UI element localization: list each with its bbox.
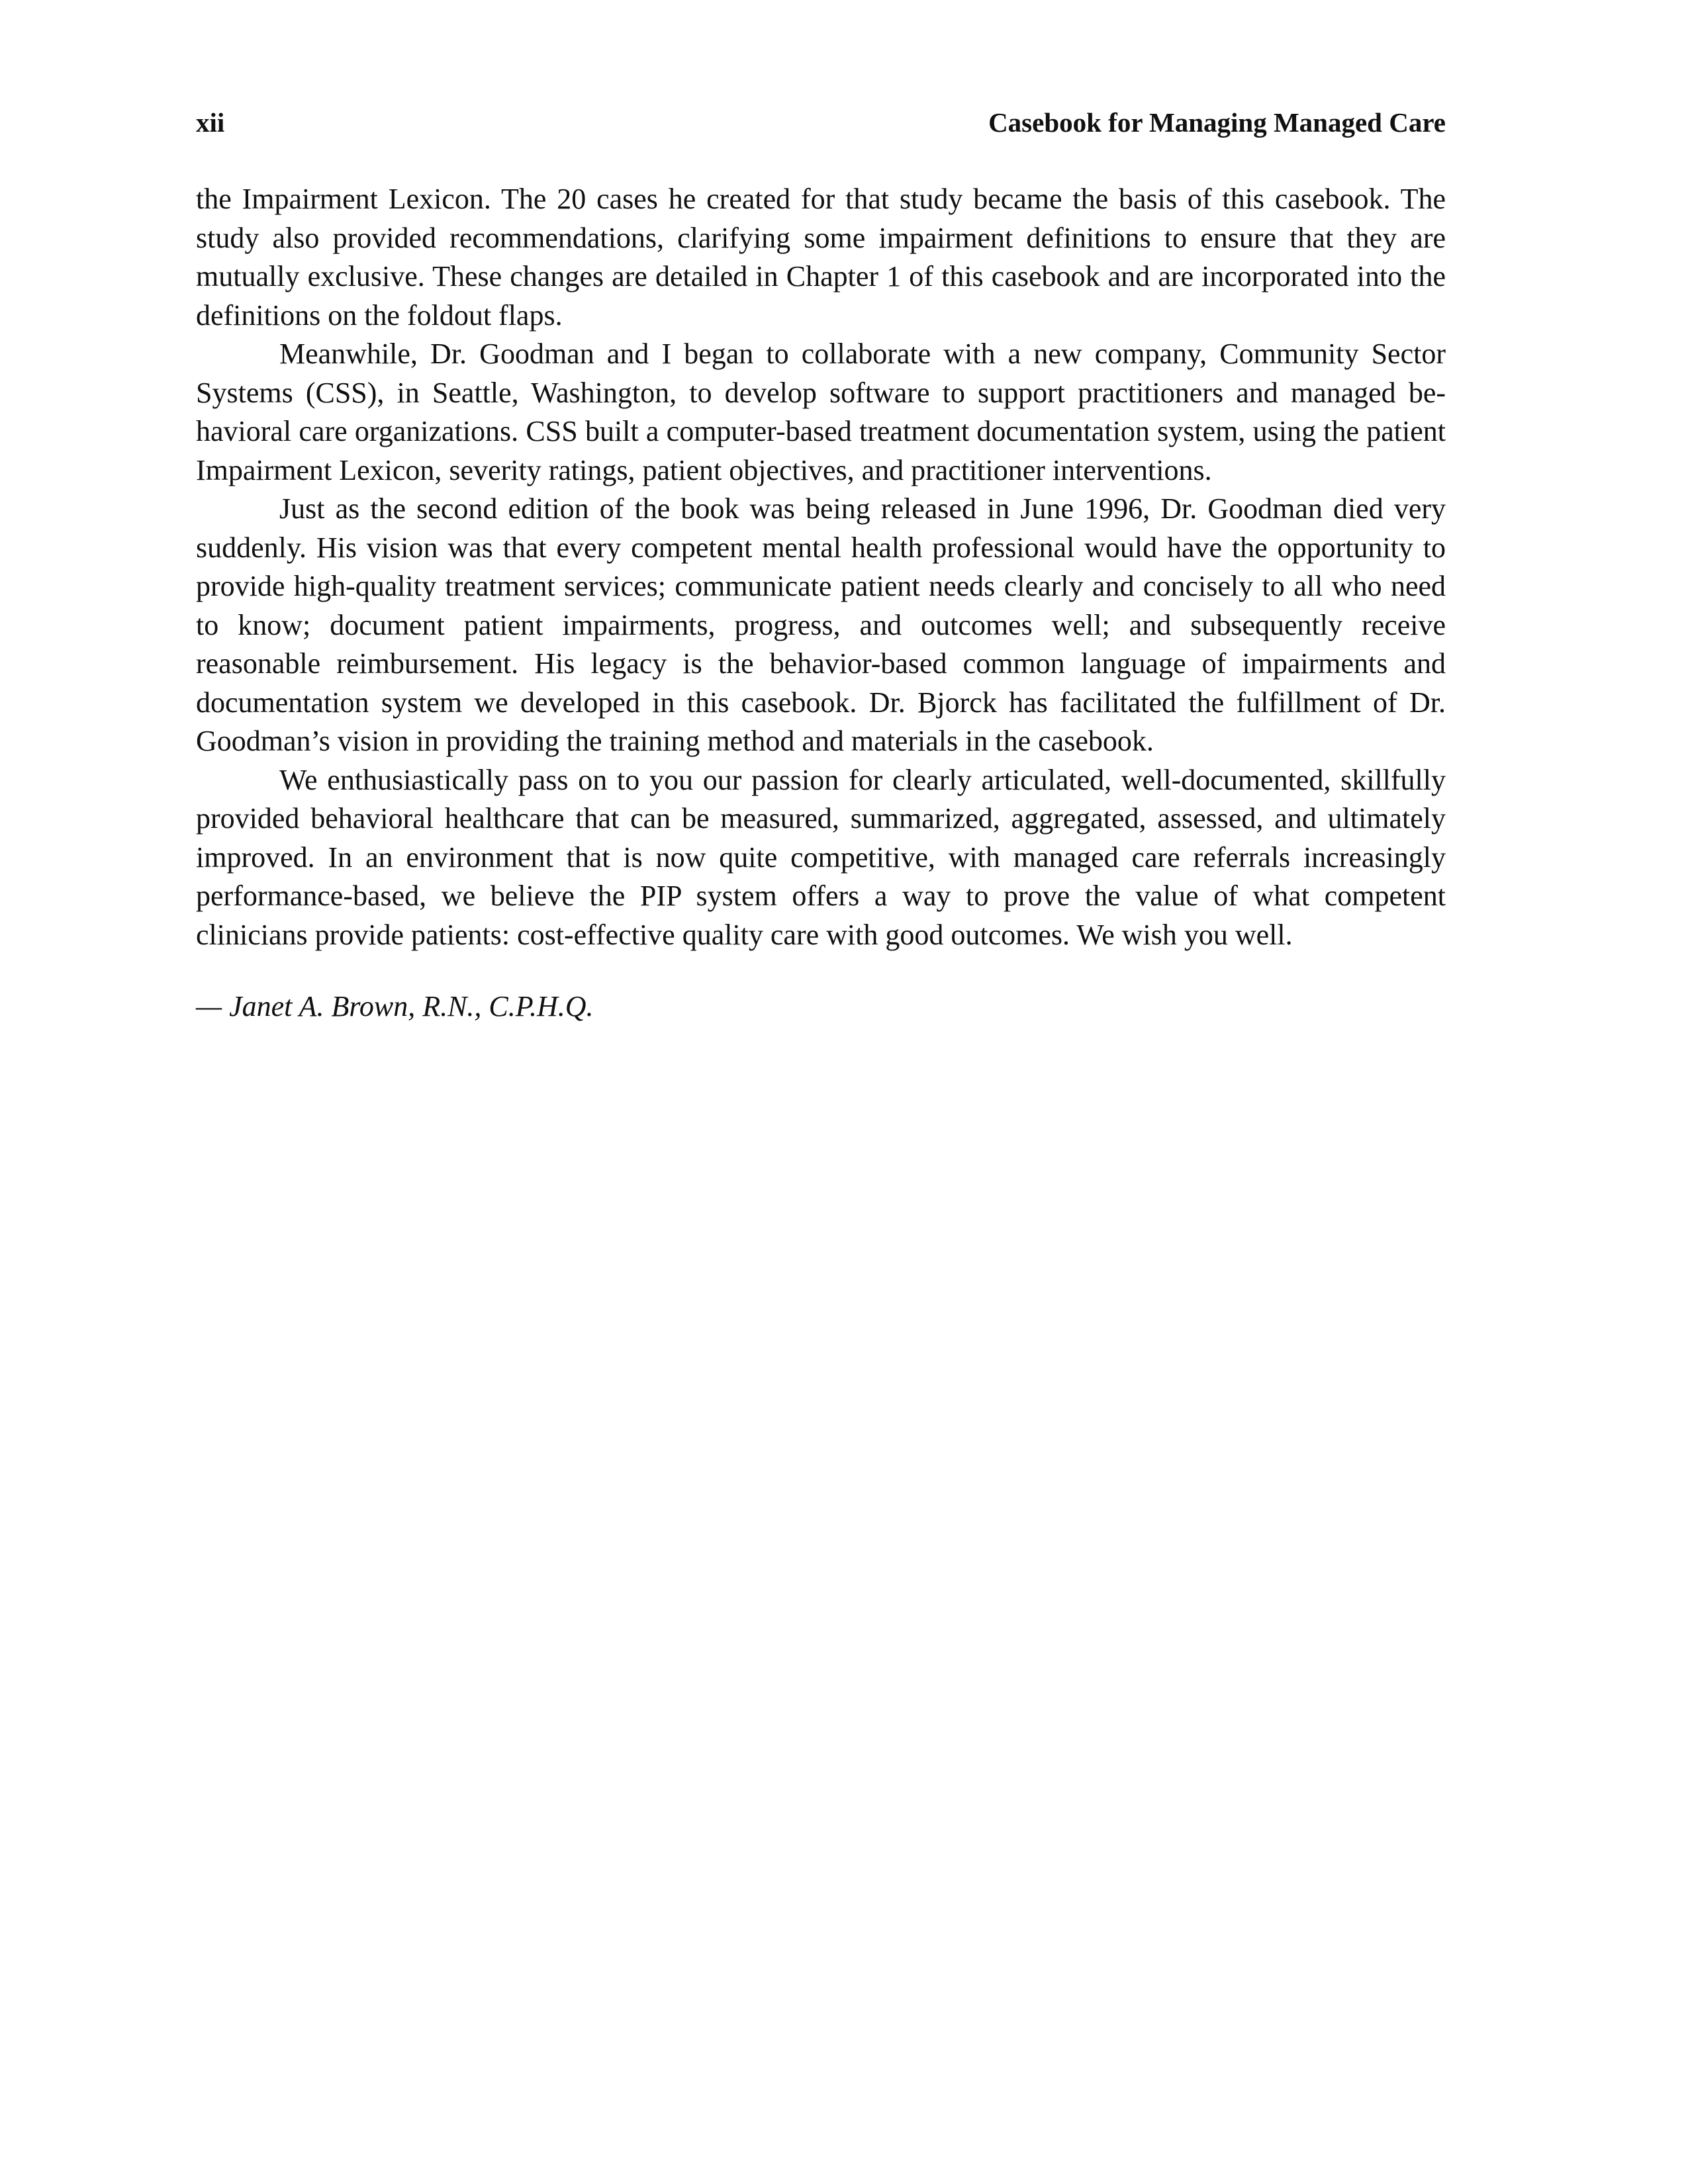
paragraph-continued: the Impairment Lexicon. The 20 cases he created for that study became the basis of this casebook. The study also provided recommendations, clarifying some impairment definitions to ensure that they are mutually exclusive. These changes are detailed in Chapter 1 of this casebook and are incorporated into the definitions on the foldout flaps.	[196, 183, 1446, 332]
author-signature: — Janet A. Brown, R.N., C.P.H.Q.	[196, 990, 594, 1023]
paragraph: Just as the second edition of the book was being released in June 1996, Dr. Goodman died very suddenly. His vision was that every competent mental health professional would have the opportunity to provide high-quality treatment services; communicate patient needs clearly and concisely to all who need to know; document patient impairments, progress, and outcomes well; and subsequently receive reasonable reimbursement. His legacy is the behavior-based common language of impairments and documentation system we developed in this casebook. Dr. Bjorck has facilitated the fulfillment of Dr. Goodman’s vision in providing the training method and materials in the casebook.	[196, 492, 1446, 757]
paragraph: Meanwhile, Dr. Goodman and I began to collaborate with a new company, Community Sector Systems (CSS), in Seattle, Washington, to develop software to support practitioners and managed behavioral care organizations. CSS built a computer-based treatment documentation system, using the patient Impairment Lexicon, severity ratings, patient objectives, and practitioner interventions.	[196, 338, 1446, 486]
body-text	[196, 180, 1446, 954]
document-page	[196, 99, 1446, 1026]
paragraph: We enthusiastically pass on to you our passion for clearly articulated, well-documented, skillfully provided behavioral healthcare that can be measured, summarized, aggregated, assessed, and ultimately improved. In an environment that is now quite competitive, with managed care referrals increasingly performance-based, we believe the PIP system offers a way to prove the value of what competent clinicians provide patients: cost-effective quality care with good outcomes. We wish you well.	[196, 763, 1446, 951]
page-number: xii	[196, 107, 225, 138]
running-head	[196, 99, 1446, 146]
running-title: Casebook for Managing Managed Care	[988, 107, 1446, 138]
